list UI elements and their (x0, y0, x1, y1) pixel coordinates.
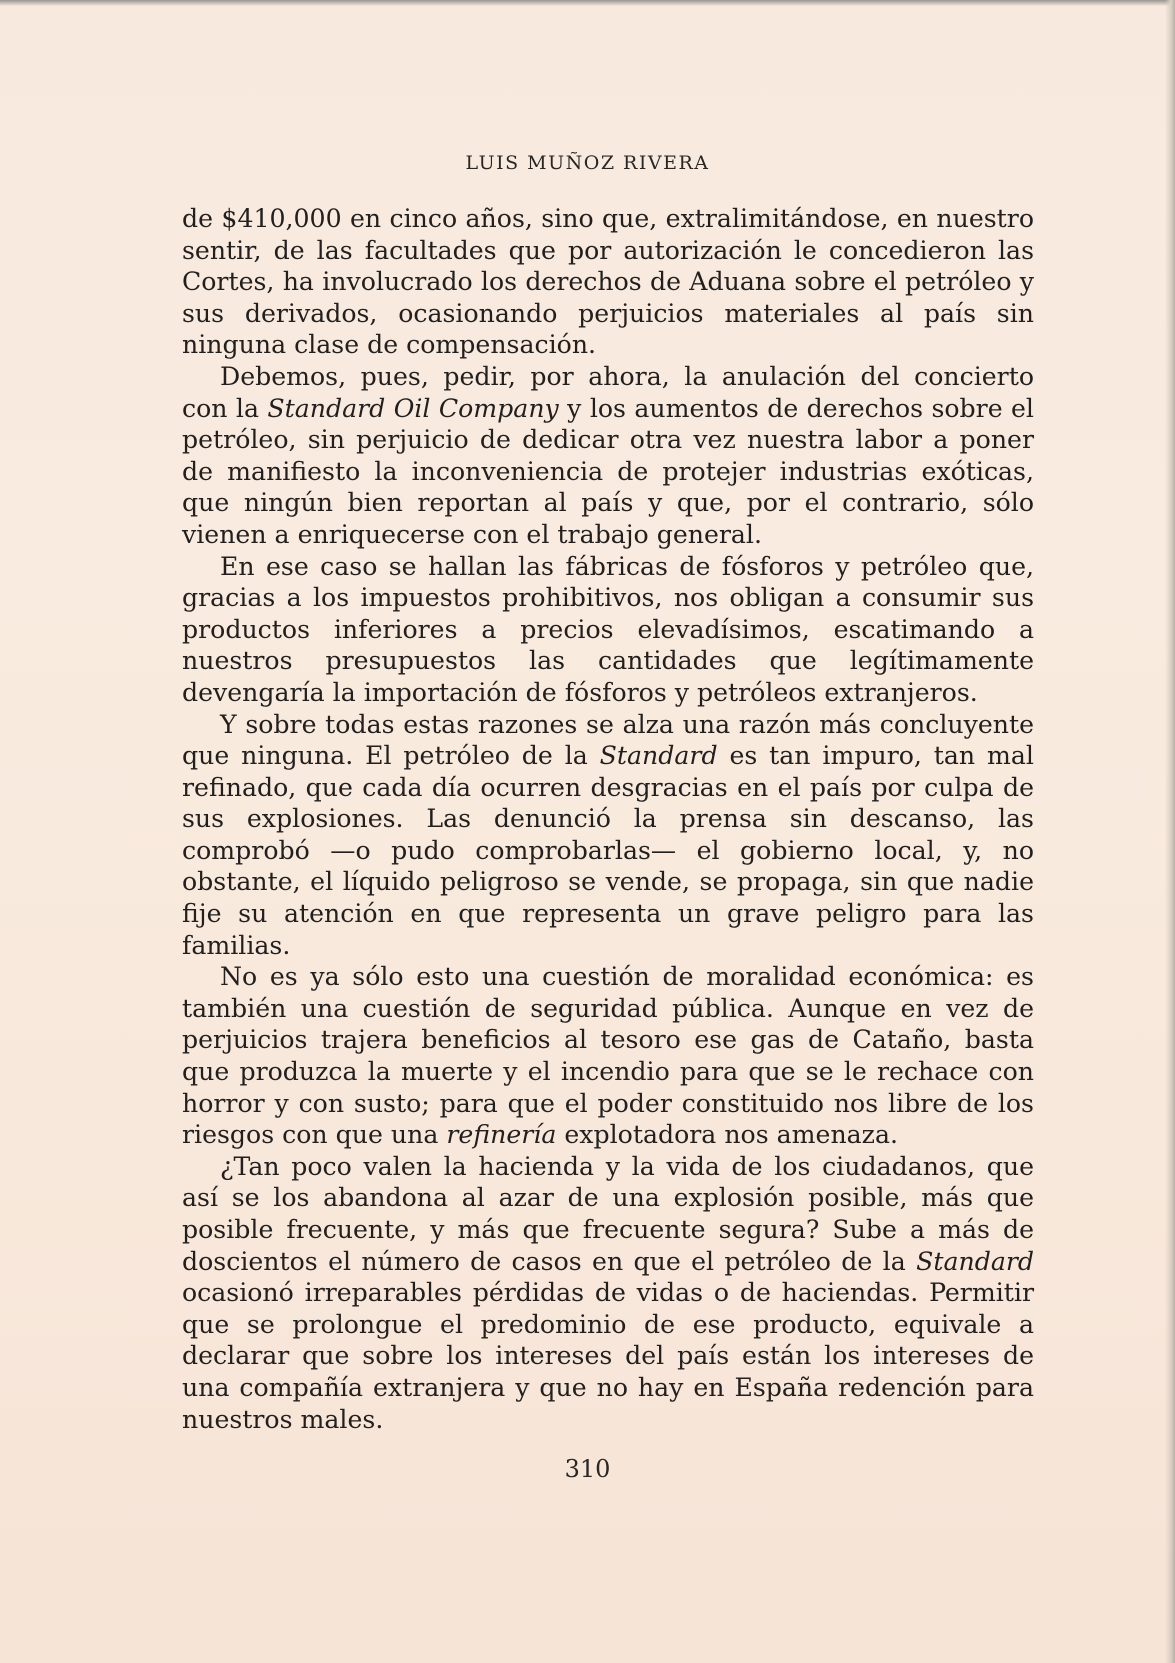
italic-text-run: Standard Oil Company (267, 393, 559, 423)
paragraph (182, 361, 1034, 551)
italic-text-run: Standard (916, 1246, 1034, 1276)
body-text (182, 203, 1034, 1435)
page-number: 310 (564, 1455, 611, 1483)
italic-text-run: Standard (599, 741, 718, 771)
paragraph (182, 551, 1034, 709)
text-run: de $410,000 en cinco años, sino que, extralimitándose, en nuestro sentir, de las facultades que por autorización le concedieron las Cortes, ha involucrado los derechos de Aduana sobre el petróleo y sus derivados, ocasionando perjuicios materiales al país sin ninguna clase de compensación. (182, 204, 1034, 360)
text-run: es tan impuro, tan mal refinado, que cada día ocurren desgracias en el país por culpa de sus explosiones. Las denunció la prensa sin descanso, las comprobó —o pudo comprobarlas— el gobierno local, y, no obstante, el líquido peligroso se vende, se propaga, sin que nadie fije su atención en que representa un grave peligro para las familias. (182, 741, 1034, 960)
text-run: ¿Tan poco valen la hacienda y la vida de los ciudadanos, que así se los abandona al azar de una explosión posible, más que posible frecuente, y más que frecuente segura? Sube a más de doscientos el número de casos en que el petróleo de la (182, 1151, 1034, 1276)
page-top-edge (0, 0, 1175, 6)
running-head: LUIS MUÑOZ RIVERA (465, 152, 710, 174)
text-run: No es ya sólo esto una cuestión de moralidad económica: es también una cuestión de seguridad pública. Aunque en vez de perjuicios trajera beneficios al tesoro ese gas de Cataño, basta que produzca la muerte y el incendio para que se le rechace con horror y con susto; para que el poder constituido nos libre de los riesgos con que una (182, 962, 1034, 1150)
italic-text-run: refinería (446, 1120, 557, 1150)
page-right-edge (1165, 0, 1175, 1663)
text-run: explotadora nos amenaza. (556, 1120, 898, 1150)
text-run: y los aumentos de derechos sobre el petróleo, sin perjuicio de dedicar otra vez nuestra labor a poner de manifiesto la inconveniencia de protejer industrias exóticas, que ningún bien reportan al país y que, por el contrario, sólo vienen a enriquecerse con el trabajo general. (182, 393, 1034, 549)
text-run: En ese caso se hallan las fábricas de fósforos y petróleo que, gracias a los impuestos prohibitivos, nos obligan a consumir sus productos inferiores a precios elevadísimos, escatimando a nuestros presupuestos las cantidades que legítimamente devengaría la importación de fósforos y petróleos extranjeros. (182, 551, 1034, 707)
paragraph (182, 961, 1034, 1151)
text-run: Y sobre todas estas razones se alza una razón más concluyente que ninguna. El petróleo de la (182, 709, 1034, 771)
text-run: ocasionó irreparables pérdidas de vidas o de haciendas. Permitir que se prolongue el predominio de ese producto, equivale a declarar que sobre los intereses del país están los intereses de una compañía extranjera y que no hay en España redención para nuestros males. (182, 1278, 1034, 1434)
text-run: Debemos, pues, pedir, por ahora, la anulación del concierto con la (182, 361, 1034, 423)
paragraph (182, 203, 1034, 361)
paragraph (182, 1151, 1034, 1435)
paragraph (182, 709, 1034, 962)
